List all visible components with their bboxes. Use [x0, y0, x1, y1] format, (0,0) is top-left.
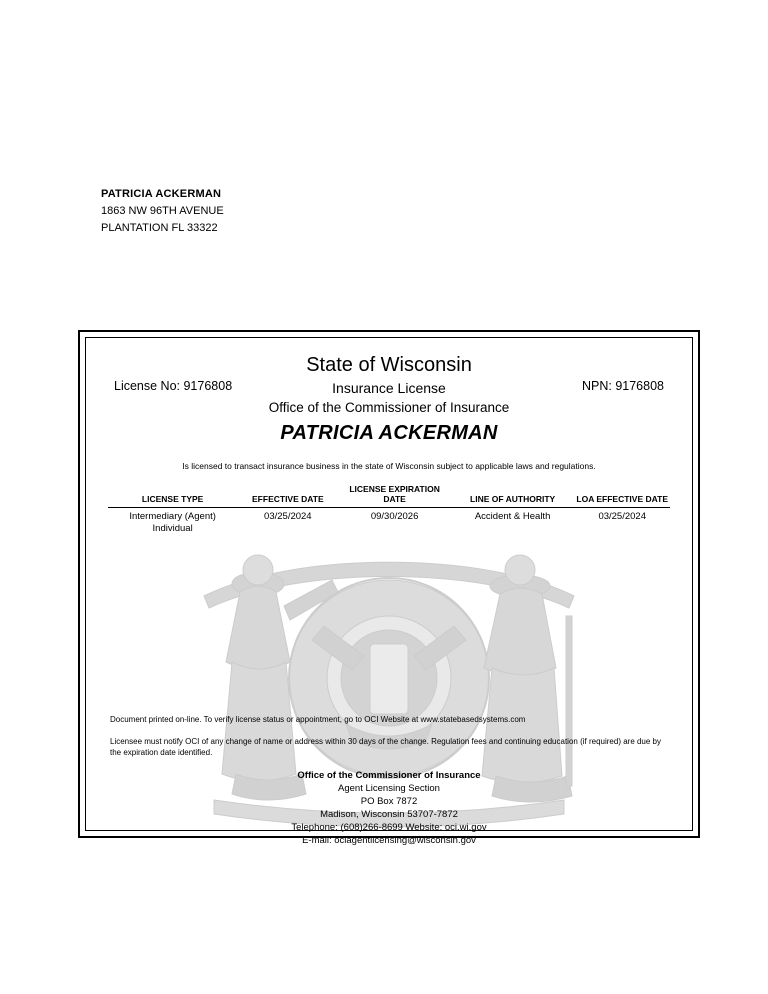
note-licensee-obligations: Licensee must notify OCI of any change of name or address within 30 days of the change. Regulation fees and continuing education (if required) are due by the expiration date identified. [110, 737, 662, 757]
footer-section-name: Agent Licensing Section [338, 783, 440, 794]
cell-line-of-authority: Accident & Health [474, 511, 551, 522]
certificate-inner-border [85, 337, 693, 846]
license-statement: Is licensed to transact insurance business in the state of Wisconsin subject to applicable laws and regulations. [182, 461, 596, 471]
certificate-content [86, 352, 692, 847]
licensee-name: PATRICIA ACKERMAN [280, 422, 498, 444]
footer-telephone-website: Telephone: (608)266-8699 Website: oci.wi.gov [291, 822, 487, 833]
license-details-table [108, 484, 670, 536]
footer-city-state-zip: Madison, Wisconsin 53707-7872 [320, 809, 458, 820]
note-verify-online: Document printed on-line. To verify license status or appointment, go to OCI Website at www.statebasedsystems.com [110, 715, 526, 724]
footer-po-box: PO Box 7872 [360, 796, 418, 807]
license-certificate [78, 330, 700, 846]
column-header-line-of-authority: LINE OF AUTHORITY [470, 494, 556, 504]
column-header-license-type: LICENSE TYPE [141, 494, 204, 504]
office-title: Office of the Commissioner of Insurance [268, 400, 510, 415]
document-title: Insurance License [332, 380, 446, 396]
footer-email: E-mail: ociagentlicensing@wisconsin.gov [302, 835, 476, 846]
column-header-loa-effective-date: LOA EFFECTIVE DATE [576, 494, 669, 504]
column-header-license-expiration-date: LICENSE EXPIRATION DATE [349, 484, 440, 504]
cell-effective-date: 03/25/2024 [264, 511, 312, 522]
addressee-address-line-2: PLANTATION FL 33322 [101, 222, 218, 234]
addressee-name: PATRICIA ACKERMAN [101, 188, 222, 200]
column-header-effective-date: EFFECTIVE DATE [252, 494, 324, 504]
cell-license-type: Intermediary (Agent) Individual [129, 511, 216, 534]
cell-expiration-date: 09/30/2026 [370, 511, 419, 522]
license-number: License No: 9176808 [114, 379, 233, 393]
certificate-header [86, 352, 692, 446]
table-row [108, 508, 670, 537]
state-title: State of Wisconsin [306, 354, 472, 376]
addressee-address-line-1: 1863 NW 96TH AVENUE [101, 205, 224, 217]
certificate-footer [86, 769, 692, 847]
npn-number: NPN: 9176808 [581, 379, 664, 393]
certificate-notes [110, 714, 668, 758]
addressee-block [101, 186, 224, 237]
cell-loa-effective-date: 03/25/2024 [598, 511, 646, 522]
footer-office-name: Office of the Commissioner of Insurance [297, 770, 481, 781]
table-header-row [108, 484, 670, 508]
